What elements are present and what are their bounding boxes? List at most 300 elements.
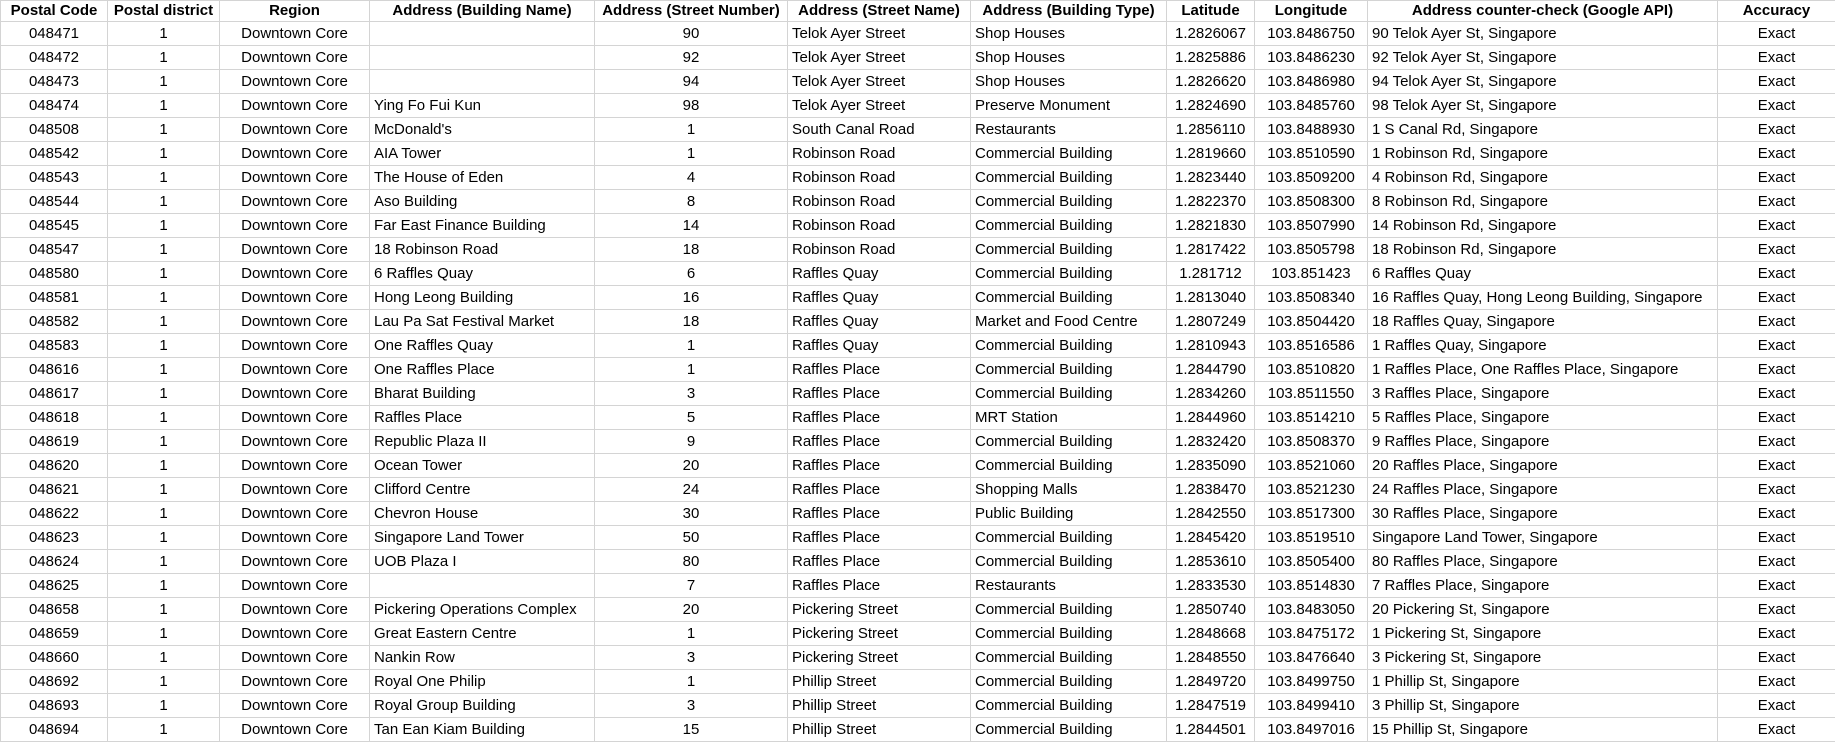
cell-street-name[interactable]: Raffles Place	[788, 526, 971, 550]
cell-building-type[interactable]: Commercial Building	[971, 454, 1167, 478]
cell-building-name[interactable]: One Raffles Place	[370, 358, 595, 382]
cell-postal-code[interactable]: 048547	[1, 238, 108, 262]
cell-street-name[interactable]: Raffles Place	[788, 550, 971, 574]
cell-building-type[interactable]: Shop Houses	[971, 22, 1167, 46]
cell-longitude[interactable]: 103.8514210	[1255, 406, 1368, 430]
cell-street-name[interactable]: Telok Ayer Street	[788, 46, 971, 70]
cell-building-type[interactable]: Commercial Building	[971, 670, 1167, 694]
cell-latitude[interactable]: 1.2826620	[1167, 70, 1255, 94]
cell-accuracy[interactable]: Exact	[1718, 694, 1835, 718]
cell-longitude[interactable]: 103.8486980	[1255, 70, 1368, 94]
cell-accuracy[interactable]: Exact	[1718, 142, 1835, 166]
cell-street-name[interactable]: Raffles Place	[788, 382, 971, 406]
cell-postal-code[interactable]: 048625	[1, 574, 108, 598]
cell-address-check[interactable]: 1 Raffles Quay, Singapore	[1368, 334, 1718, 358]
cell-building-type[interactable]: Commercial Building	[971, 238, 1167, 262]
cell-street-name[interactable]: Telok Ayer Street	[788, 70, 971, 94]
cell-address-check[interactable]: 16 Raffles Quay, Hong Leong Building, Singapore	[1368, 286, 1718, 310]
cell-region[interactable]: Downtown Core	[220, 502, 370, 526]
cell-latitude[interactable]: 1.2807249	[1167, 310, 1255, 334]
cell-building-type[interactable]: Market and Food Centre	[971, 310, 1167, 334]
cell-longitude[interactable]: 103.8499410	[1255, 694, 1368, 718]
cell-street-number[interactable]: 3	[595, 694, 788, 718]
cell-postal-code[interactable]: 048692	[1, 670, 108, 694]
cell-postal-code[interactable]: 048620	[1, 454, 108, 478]
cell-region[interactable]: Downtown Core	[220, 718, 370, 742]
header-longitude[interactable]: Longitude	[1255, 1, 1368, 22]
cell-latitude[interactable]: 1.2824690	[1167, 94, 1255, 118]
cell-street-number[interactable]: 20	[595, 598, 788, 622]
cell-postal-district[interactable]: 1	[108, 382, 220, 406]
cell-accuracy[interactable]: Exact	[1718, 670, 1835, 694]
cell-street-name[interactable]: Phillip Street	[788, 718, 971, 742]
cell-postal-code[interactable]: 048623	[1, 526, 108, 550]
cell-street-number[interactable]: 18	[595, 310, 788, 334]
cell-longitude[interactable]: 103.8507990	[1255, 214, 1368, 238]
cell-postal-district[interactable]: 1	[108, 718, 220, 742]
cell-postal-district[interactable]: 1	[108, 550, 220, 574]
cell-latitude[interactable]: 1.2823440	[1167, 166, 1255, 190]
cell-building-type[interactable]: Commercial Building	[971, 622, 1167, 646]
cell-postal-district[interactable]: 1	[108, 358, 220, 382]
cell-postal-district[interactable]: 1	[108, 286, 220, 310]
cell-address-check[interactable]: 1 Robinson Rd, Singapore	[1368, 142, 1718, 166]
cell-address-check[interactable]: 15 Phillip St, Singapore	[1368, 718, 1718, 742]
cell-street-number[interactable]: 30	[595, 502, 788, 526]
cell-latitude[interactable]: 1.2819660	[1167, 142, 1255, 166]
cell-street-number[interactable]: 8	[595, 190, 788, 214]
cell-address-check[interactable]: 5 Raffles Place, Singapore	[1368, 406, 1718, 430]
cell-region[interactable]: Downtown Core	[220, 118, 370, 142]
cell-street-number[interactable]: 3	[595, 382, 788, 406]
cell-postal-district[interactable]: 1	[108, 46, 220, 70]
cell-accuracy[interactable]: Exact	[1718, 598, 1835, 622]
cell-accuracy[interactable]: Exact	[1718, 478, 1835, 502]
cell-region[interactable]: Downtown Core	[220, 526, 370, 550]
cell-longitude[interactable]: 103.8486750	[1255, 22, 1368, 46]
cell-postal-district[interactable]: 1	[108, 406, 220, 430]
cell-building-type[interactable]: Public Building	[971, 502, 1167, 526]
cell-building-type[interactable]: Commercial Building	[971, 358, 1167, 382]
cell-street-number[interactable]: 94	[595, 70, 788, 94]
cell-region[interactable]: Downtown Core	[220, 238, 370, 262]
cell-postal-code[interactable]: 048544	[1, 190, 108, 214]
cell-postal-code[interactable]: 048616	[1, 358, 108, 382]
cell-building-type[interactable]: Commercial Building	[971, 334, 1167, 358]
header-street-number[interactable]: Address (Street Number)	[595, 1, 788, 22]
cell-address-check[interactable]: 94 Telok Ayer St, Singapore	[1368, 70, 1718, 94]
cell-building-name[interactable]	[370, 574, 595, 598]
cell-accuracy[interactable]: Exact	[1718, 166, 1835, 190]
cell-building-type[interactable]: MRT Station	[971, 406, 1167, 430]
cell-street-number[interactable]: 15	[595, 718, 788, 742]
cell-building-type[interactable]: Commercial Building	[971, 718, 1167, 742]
cell-longitude[interactable]: 103.8504420	[1255, 310, 1368, 334]
cell-postal-district[interactable]: 1	[108, 166, 220, 190]
cell-address-check[interactable]: 14 Robinson Rd, Singapore	[1368, 214, 1718, 238]
cell-building-name[interactable]: 18 Robinson Road	[370, 238, 595, 262]
cell-latitude[interactable]: 1.2822370	[1167, 190, 1255, 214]
cell-street-name[interactable]: Robinson Road	[788, 190, 971, 214]
cell-longitude[interactable]: 103.8505798	[1255, 238, 1368, 262]
cell-street-name[interactable]: Pickering Street	[788, 598, 971, 622]
cell-address-check[interactable]: 98 Telok Ayer St, Singapore	[1368, 94, 1718, 118]
cell-street-number[interactable]: 24	[595, 478, 788, 502]
cell-building-name[interactable]: One Raffles Quay	[370, 334, 595, 358]
cell-building-type[interactable]: Shopping Malls	[971, 478, 1167, 502]
cell-region[interactable]: Downtown Core	[220, 70, 370, 94]
cell-accuracy[interactable]: Exact	[1718, 238, 1835, 262]
cell-street-number[interactable]: 14	[595, 214, 788, 238]
cell-latitude[interactable]: 1.2849720	[1167, 670, 1255, 694]
cell-postal-code[interactable]: 048619	[1, 430, 108, 454]
cell-building-name[interactable]: Republic Plaza II	[370, 430, 595, 454]
cell-building-name[interactable]: Singapore Land Tower	[370, 526, 595, 550]
cell-accuracy[interactable]: Exact	[1718, 430, 1835, 454]
cell-longitude[interactable]: 103.8508300	[1255, 190, 1368, 214]
cell-building-name[interactable]: Chevron House	[370, 502, 595, 526]
cell-street-name[interactable]: Telok Ayer Street	[788, 22, 971, 46]
cell-longitude[interactable]: 103.8483050	[1255, 598, 1368, 622]
cell-accuracy[interactable]: Exact	[1718, 334, 1835, 358]
cell-building-name[interactable]: Hong Leong Building	[370, 286, 595, 310]
cell-postal-district[interactable]: 1	[108, 310, 220, 334]
cell-accuracy[interactable]: Exact	[1718, 382, 1835, 406]
cell-building-type[interactable]: Shop Houses	[971, 46, 1167, 70]
cell-latitude[interactable]: 1.2844790	[1167, 358, 1255, 382]
cell-region[interactable]: Downtown Core	[220, 382, 370, 406]
cell-street-number[interactable]: 1	[595, 142, 788, 166]
cell-street-number[interactable]: 98	[595, 94, 788, 118]
cell-street-number[interactable]: 80	[595, 550, 788, 574]
cell-street-number[interactable]: 1	[595, 358, 788, 382]
cell-region[interactable]: Downtown Core	[220, 358, 370, 382]
cell-street-name[interactable]: Robinson Road	[788, 214, 971, 238]
cell-latitude[interactable]: 1.281712	[1167, 262, 1255, 286]
cell-postal-district[interactable]: 1	[108, 526, 220, 550]
cell-region[interactable]: Downtown Core	[220, 190, 370, 214]
cell-accuracy[interactable]: Exact	[1718, 454, 1835, 478]
cell-postal-district[interactable]: 1	[108, 622, 220, 646]
cell-longitude[interactable]: 103.8510820	[1255, 358, 1368, 382]
cell-longitude[interactable]: 103.8511550	[1255, 382, 1368, 406]
cell-postal-code[interactable]: 048617	[1, 382, 108, 406]
cell-building-type[interactable]: Commercial Building	[971, 694, 1167, 718]
cell-address-check[interactable]: 80 Raffles Place, Singapore	[1368, 550, 1718, 574]
cell-accuracy[interactable]: Exact	[1718, 22, 1835, 46]
cell-building-name[interactable]: Bharat Building	[370, 382, 595, 406]
cell-street-number[interactable]: 20	[595, 454, 788, 478]
header-address-check[interactable]: Address counter-check (Google API)	[1368, 1, 1718, 22]
cell-postal-district[interactable]: 1	[108, 262, 220, 286]
cell-building-type[interactable]: Commercial Building	[971, 526, 1167, 550]
cell-street-number[interactable]: 16	[595, 286, 788, 310]
cell-longitude[interactable]: 103.8521230	[1255, 478, 1368, 502]
cell-latitude[interactable]: 1.2817422	[1167, 238, 1255, 262]
cell-postal-code[interactable]: 048621	[1, 478, 108, 502]
cell-address-check[interactable]: 20 Raffles Place, Singapore	[1368, 454, 1718, 478]
cell-address-check[interactable]: 8 Robinson Rd, Singapore	[1368, 190, 1718, 214]
cell-region[interactable]: Downtown Core	[220, 94, 370, 118]
cell-address-check[interactable]: 3 Phillip St, Singapore	[1368, 694, 1718, 718]
cell-latitude[interactable]: 1.2833530	[1167, 574, 1255, 598]
cell-accuracy[interactable]: Exact	[1718, 358, 1835, 382]
cell-region[interactable]: Downtown Core	[220, 334, 370, 358]
cell-accuracy[interactable]: Exact	[1718, 502, 1835, 526]
header-postal-district[interactable]: Postal district	[108, 1, 220, 22]
cell-region[interactable]: Downtown Core	[220, 46, 370, 70]
cell-address-check[interactable]: 1 Pickering St, Singapore	[1368, 622, 1718, 646]
cell-street-name[interactable]: Robinson Road	[788, 166, 971, 190]
cell-longitude[interactable]: 103.8505400	[1255, 550, 1368, 574]
cell-region[interactable]: Downtown Core	[220, 454, 370, 478]
cell-street-name[interactable]: Raffles Quay	[788, 262, 971, 286]
cell-building-type[interactable]: Commercial Building	[971, 214, 1167, 238]
cell-building-name[interactable]: Tan Ean Kiam Building	[370, 718, 595, 742]
cell-postal-code[interactable]: 048508	[1, 118, 108, 142]
cell-building-name[interactable]: McDonald's	[370, 118, 595, 142]
cell-postal-district[interactable]: 1	[108, 190, 220, 214]
cell-postal-code[interactable]: 048618	[1, 406, 108, 430]
cell-building-name[interactable]	[370, 22, 595, 46]
cell-postal-code[interactable]: 048694	[1, 718, 108, 742]
cell-region[interactable]: Downtown Core	[220, 694, 370, 718]
cell-region[interactable]: Downtown Core	[220, 142, 370, 166]
cell-postal-code[interactable]: 048583	[1, 334, 108, 358]
cell-street-name[interactable]: Raffles Place	[788, 430, 971, 454]
cell-building-type[interactable]: Restaurants	[971, 574, 1167, 598]
header-region[interactable]: Region	[220, 1, 370, 22]
cell-building-type[interactable]: Commercial Building	[971, 598, 1167, 622]
cell-latitude[interactable]: 1.2848550	[1167, 646, 1255, 670]
cell-postal-district[interactable]: 1	[108, 694, 220, 718]
cell-longitude[interactable]: 103.8509200	[1255, 166, 1368, 190]
cell-street-name[interactable]: Raffles Place	[788, 406, 971, 430]
cell-street-number[interactable]: 1	[595, 334, 788, 358]
cell-postal-code[interactable]: 048658	[1, 598, 108, 622]
cell-longitude[interactable]: 103.8514830	[1255, 574, 1368, 598]
cell-building-type[interactable]: Commercial Building	[971, 142, 1167, 166]
cell-building-type[interactable]: Commercial Building	[971, 286, 1167, 310]
cell-building-name[interactable]: Royal Group Building	[370, 694, 595, 718]
cell-latitude[interactable]: 1.2848668	[1167, 622, 1255, 646]
cell-postal-code[interactable]: 048472	[1, 46, 108, 70]
cell-region[interactable]: Downtown Core	[220, 286, 370, 310]
cell-postal-code[interactable]: 048473	[1, 70, 108, 94]
cell-address-check[interactable]: 92 Telok Ayer St, Singapore	[1368, 46, 1718, 70]
cell-postal-code[interactable]: 048474	[1, 94, 108, 118]
cell-postal-district[interactable]: 1	[108, 94, 220, 118]
cell-postal-district[interactable]: 1	[108, 430, 220, 454]
cell-postal-code[interactable]: 048582	[1, 310, 108, 334]
cell-street-number[interactable]: 5	[595, 406, 788, 430]
cell-street-name[interactable]: Phillip Street	[788, 670, 971, 694]
cell-accuracy[interactable]: Exact	[1718, 718, 1835, 742]
cell-postal-code[interactable]: 048660	[1, 646, 108, 670]
cell-postal-district[interactable]: 1	[108, 478, 220, 502]
cell-region[interactable]: Downtown Core	[220, 406, 370, 430]
cell-postal-code[interactable]: 048622	[1, 502, 108, 526]
cell-postal-code[interactable]: 048580	[1, 262, 108, 286]
cell-address-check[interactable]: Singapore Land Tower, Singapore	[1368, 526, 1718, 550]
cell-accuracy[interactable]: Exact	[1718, 94, 1835, 118]
cell-building-name[interactable]: Raffles Place	[370, 406, 595, 430]
cell-accuracy[interactable]: Exact	[1718, 574, 1835, 598]
cell-building-name[interactable]: Lau Pa Sat Festival Market	[370, 310, 595, 334]
cell-building-name[interactable]: Royal One Philip	[370, 670, 595, 694]
cell-address-check[interactable]: 90 Telok Ayer St, Singapore	[1368, 22, 1718, 46]
cell-address-check[interactable]: 18 Raffles Quay, Singapore	[1368, 310, 1718, 334]
cell-region[interactable]: Downtown Core	[220, 430, 370, 454]
cell-longitude[interactable]: 103.8517300	[1255, 502, 1368, 526]
cell-accuracy[interactable]: Exact	[1718, 46, 1835, 70]
cell-address-check[interactable]: 3 Raffles Place, Singapore	[1368, 382, 1718, 406]
cell-street-number[interactable]: 9	[595, 430, 788, 454]
cell-accuracy[interactable]: Exact	[1718, 70, 1835, 94]
cell-address-check[interactable]: 20 Pickering St, Singapore	[1368, 598, 1718, 622]
cell-street-name[interactable]: Raffles Quay	[788, 310, 971, 334]
cell-street-number[interactable]: 6	[595, 262, 788, 286]
cell-region[interactable]: Downtown Core	[220, 22, 370, 46]
cell-building-name[interactable]: Clifford Centre	[370, 478, 595, 502]
cell-region[interactable]: Downtown Core	[220, 550, 370, 574]
header-postal-code[interactable]: Postal Code	[1, 1, 108, 22]
cell-building-name[interactable]: 6 Raffles Quay	[370, 262, 595, 286]
cell-longitude[interactable]: 103.8485760	[1255, 94, 1368, 118]
cell-address-check[interactable]: 6 Raffles Quay	[1368, 262, 1718, 286]
cell-street-name[interactable]: South Canal Road	[788, 118, 971, 142]
cell-building-name[interactable]: AIA Tower	[370, 142, 595, 166]
cell-building-type[interactable]: Preserve Monument	[971, 94, 1167, 118]
header-building-name[interactable]: Address (Building Name)	[370, 1, 595, 22]
cell-latitude[interactable]: 1.2834260	[1167, 382, 1255, 406]
cell-latitude[interactable]: 1.2847519	[1167, 694, 1255, 718]
cell-postal-district[interactable]: 1	[108, 454, 220, 478]
cell-postal-district[interactable]: 1	[108, 598, 220, 622]
cell-region[interactable]: Downtown Core	[220, 262, 370, 286]
cell-street-number[interactable]: 1	[595, 118, 788, 142]
cell-postal-district[interactable]: 1	[108, 142, 220, 166]
cell-accuracy[interactable]: Exact	[1718, 286, 1835, 310]
cell-accuracy[interactable]: Exact	[1718, 262, 1835, 286]
cell-street-name[interactable]: Raffles Place	[788, 502, 971, 526]
cell-building-type[interactable]: Commercial Building	[971, 382, 1167, 406]
cell-street-number[interactable]: 92	[595, 46, 788, 70]
cell-region[interactable]: Downtown Core	[220, 670, 370, 694]
cell-building-type[interactable]: Commercial Building	[971, 550, 1167, 574]
cell-postal-district[interactable]: 1	[108, 502, 220, 526]
cell-postal-code[interactable]: 048581	[1, 286, 108, 310]
cell-building-name[interactable]: Ying Fo Fui Kun	[370, 94, 595, 118]
cell-accuracy[interactable]: Exact	[1718, 406, 1835, 430]
cell-street-name[interactable]: Pickering Street	[788, 622, 971, 646]
cell-longitude[interactable]: 103.8516586	[1255, 334, 1368, 358]
cell-longitude[interactable]: 103.8497016	[1255, 718, 1368, 742]
cell-street-name[interactable]: Raffles Place	[788, 454, 971, 478]
cell-latitude[interactable]: 1.2844960	[1167, 406, 1255, 430]
cell-building-name[interactable]: The House of Eden	[370, 166, 595, 190]
cell-address-check[interactable]: 4 Robinson Rd, Singapore	[1368, 166, 1718, 190]
cell-longitude[interactable]: 103.8476640	[1255, 646, 1368, 670]
cell-street-name[interactable]: Raffles Quay	[788, 286, 971, 310]
cell-postal-district[interactable]: 1	[108, 22, 220, 46]
cell-latitude[interactable]: 1.2826067	[1167, 22, 1255, 46]
cell-postal-district[interactable]: 1	[108, 574, 220, 598]
cell-latitude[interactable]: 1.2810943	[1167, 334, 1255, 358]
cell-building-name[interactable]	[370, 70, 595, 94]
cell-region[interactable]: Downtown Core	[220, 574, 370, 598]
cell-building-name[interactable]: Great Eastern Centre	[370, 622, 595, 646]
cell-longitude[interactable]: 103.8499750	[1255, 670, 1368, 694]
cell-accuracy[interactable]: Exact	[1718, 190, 1835, 214]
cell-postal-district[interactable]: 1	[108, 670, 220, 694]
cell-latitude[interactable]: 1.2821830	[1167, 214, 1255, 238]
cell-region[interactable]: Downtown Core	[220, 478, 370, 502]
cell-latitude[interactable]: 1.2845420	[1167, 526, 1255, 550]
cell-street-name[interactable]: Raffles Place	[788, 478, 971, 502]
cell-latitude[interactable]: 1.2813040	[1167, 286, 1255, 310]
cell-street-name[interactable]: Robinson Road	[788, 238, 971, 262]
cell-address-check[interactable]: 1 S Canal Rd, Singapore	[1368, 118, 1718, 142]
cell-longitude[interactable]: 103.8508340	[1255, 286, 1368, 310]
cell-longitude[interactable]: 103.851423	[1255, 262, 1368, 286]
cell-longitude[interactable]: 103.8486230	[1255, 46, 1368, 70]
header-street-name[interactable]: Address (Street Name)	[788, 1, 971, 22]
cell-address-check[interactable]: 1 Phillip St, Singapore	[1368, 670, 1718, 694]
cell-region[interactable]: Downtown Core	[220, 310, 370, 334]
cell-postal-code[interactable]: 048659	[1, 622, 108, 646]
cell-street-number[interactable]: 7	[595, 574, 788, 598]
cell-address-check[interactable]: 24 Raffles Place, Singapore	[1368, 478, 1718, 502]
cell-postal-district[interactable]: 1	[108, 70, 220, 94]
cell-street-number[interactable]: 1	[595, 622, 788, 646]
cell-latitude[interactable]: 1.2838470	[1167, 478, 1255, 502]
cell-building-type[interactable]: Commercial Building	[971, 646, 1167, 670]
cell-building-name[interactable]	[370, 46, 595, 70]
cell-region[interactable]: Downtown Core	[220, 646, 370, 670]
cell-postal-district[interactable]: 1	[108, 214, 220, 238]
cell-address-check[interactable]: 1 Raffles Place, One Raffles Place, Singapore	[1368, 358, 1718, 382]
cell-longitude[interactable]: 103.8475172	[1255, 622, 1368, 646]
cell-street-name[interactable]: Telok Ayer Street	[788, 94, 971, 118]
cell-latitude[interactable]: 1.2856110	[1167, 118, 1255, 142]
cell-accuracy[interactable]: Exact	[1718, 118, 1835, 142]
cell-accuracy[interactable]: Exact	[1718, 550, 1835, 574]
header-building-type[interactable]: Address (Building Type)	[971, 1, 1167, 22]
cell-latitude[interactable]: 1.2825886	[1167, 46, 1255, 70]
cell-building-type[interactable]: Commercial Building	[971, 430, 1167, 454]
cell-accuracy[interactable]: Exact	[1718, 622, 1835, 646]
cell-street-number[interactable]: 18	[595, 238, 788, 262]
cell-latitude[interactable]: 1.2842550	[1167, 502, 1255, 526]
cell-building-type[interactable]: Restaurants	[971, 118, 1167, 142]
header-latitude[interactable]: Latitude	[1167, 1, 1255, 22]
cell-latitude[interactable]: 1.2853610	[1167, 550, 1255, 574]
cell-postal-code[interactable]: 048693	[1, 694, 108, 718]
cell-region[interactable]: Downtown Core	[220, 622, 370, 646]
cell-address-check[interactable]: 9 Raffles Place, Singapore	[1368, 430, 1718, 454]
cell-street-number[interactable]: 1	[595, 670, 788, 694]
cell-postal-district[interactable]: 1	[108, 238, 220, 262]
cell-building-type[interactable]: Commercial Building	[971, 166, 1167, 190]
cell-longitude[interactable]: 103.8519510	[1255, 526, 1368, 550]
cell-building-type[interactable]: Commercial Building	[971, 190, 1167, 214]
header-accuracy[interactable]: Accuracy	[1718, 1, 1835, 22]
cell-region[interactable]: Downtown Core	[220, 214, 370, 238]
cell-region[interactable]: Downtown Core	[220, 598, 370, 622]
cell-street-name[interactable]: Raffles Quay	[788, 334, 971, 358]
cell-street-name[interactable]: Pickering Street	[788, 646, 971, 670]
